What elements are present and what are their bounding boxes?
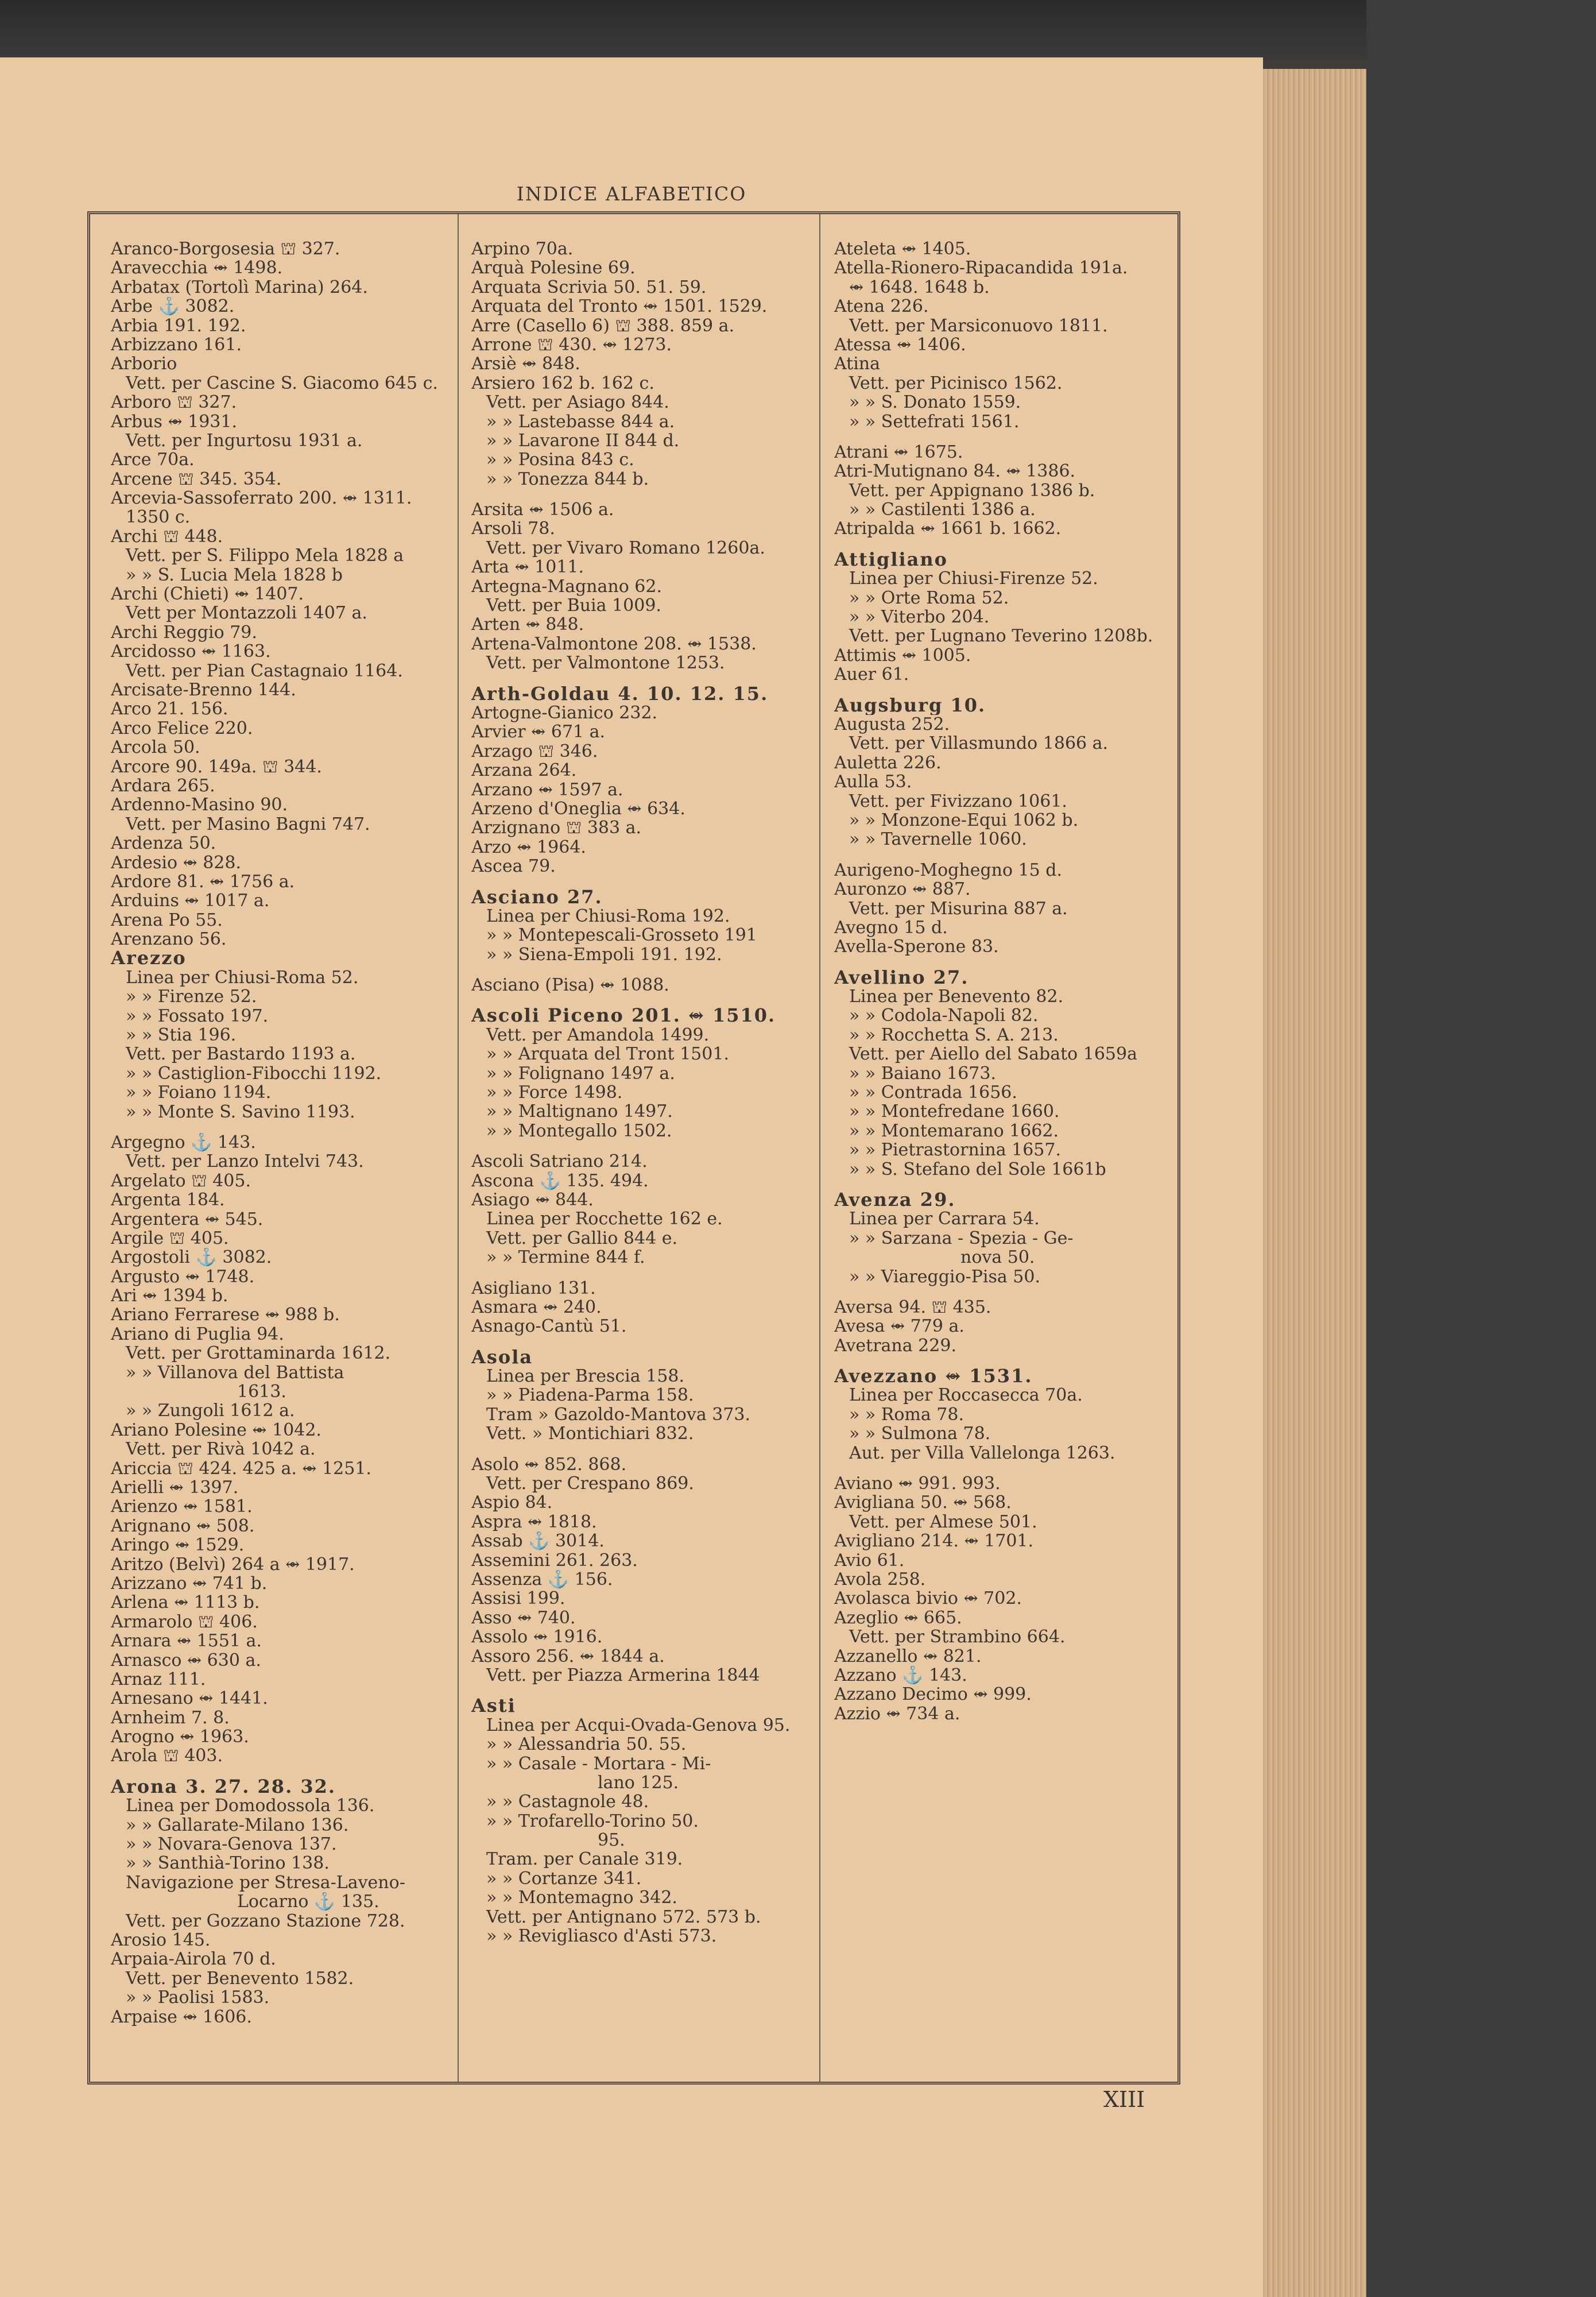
index-entry: Arosio 145. — [111, 1930, 211, 1950]
spacer — [111, 1122, 461, 1133]
index-entry: Arquata del Tronto ⥈ 1501. 1529. — [471, 297, 768, 316]
spacer — [471, 673, 822, 685]
index-heading: Asciano 27. — [471, 887, 603, 907]
index-heading: Ascoli Piceno 201. ⥈ 1510. — [471, 1006, 776, 1026]
index-entry: Arre (Casello 6) ⛫ 388. 859 a. — [471, 316, 735, 335]
spacer — [834, 957, 1184, 968]
index-entry: Avio 61. — [834, 1550, 905, 1570]
page-edges — [1263, 69, 1366, 2297]
index-heading: Arth-Goldau 4. 10. 12. 15. — [471, 684, 769, 703]
index-entry: Aversa 94. ⛫ 435. — [834, 1297, 991, 1317]
index-entry: Arpaia-Airola 70 d. — [111, 1950, 276, 1969]
index-heading: Avenza 29. — [834, 1190, 956, 1210]
index-entry: Arcene ⛫ 345. 354. — [111, 469, 282, 489]
index-entry: Vett. per Lanzo Intelvi 743. — [126, 1152, 364, 1171]
index-entry: Arzeno d'Oneglia ⥈ 634. — [471, 799, 685, 819]
spacer — [834, 1286, 1184, 1298]
index-entry: Ascona ⚓ 135. 494. — [471, 1171, 649, 1190]
index-entry: Vett. per Picinisco 1562. — [849, 373, 1063, 393]
index-entry: Assisi 199. — [471, 1589, 565, 1608]
index-entry: Assolo ⥈ 1916. — [471, 1627, 603, 1647]
index-entry: Auletta 226. — [834, 753, 942, 773]
index-entry: » » Force 1498. — [486, 1083, 623, 1103]
index-entry: Vett. per Antignano 572. 573 b. — [486, 1907, 761, 1927]
index-entry: Navigazione per Stresa-Laveno- — [126, 1873, 405, 1893]
index-entry: Asolo ⥈ 852. 868. — [471, 1455, 627, 1475]
index-entry: Arbizzano 161. — [111, 335, 242, 355]
index-entry: Ardenno-Masino 90. — [111, 795, 288, 815]
index-entry: Vett. per S. Filippo Mela 1828 a — [126, 546, 404, 566]
index-entry: Augusta 252. — [834, 714, 950, 734]
spacer — [834, 431, 1184, 443]
index-entry: Arzana 264. — [471, 761, 577, 780]
index-entry: Atrani ⥈ 1675. — [834, 442, 963, 462]
index-entry: Arizzano ⥈ 741 b. — [111, 1573, 268, 1594]
index-heading: Avellino 27. — [834, 968, 969, 988]
index-entry: Avigliano 214. ⥈ 1701. — [834, 1532, 1034, 1551]
index-entry: » » S. Donato 1559. — [849, 393, 1021, 412]
index-entry: » » Contrada 1656. — [849, 1083, 1017, 1103]
index-entry: Vett. per Asiago 844. — [486, 393, 669, 412]
index-entry: Avolasca bivio ⥈ 702. — [834, 1589, 1022, 1608]
index-entry: Vett. per Marsiconuovo 1811. — [849, 316, 1108, 335]
index-heading: Asti — [471, 1696, 516, 1716]
index-entry: Archi ⛫ 448. — [111, 527, 223, 547]
index-entry: Arenzano 56. — [111, 930, 227, 949]
index-entry: Arpino 70a. — [471, 239, 574, 259]
index-column-2 — [471, 239, 822, 1946]
index-entry: nova 50. — [960, 1248, 1035, 1267]
index-entry: » » Zungoli 1612 a. — [126, 1401, 295, 1421]
index-entry: » » Montemagno 342. — [486, 1888, 677, 1908]
index-entry: Argusto ⥈ 1748. — [111, 1267, 255, 1287]
index-entry: Ari ⥈ 1394 b. — [111, 1286, 228, 1306]
index-entry: » » Termine 844 f. — [486, 1248, 645, 1267]
index-entry: Arlena ⥈ 1113 b. — [111, 1593, 260, 1612]
index-entry: 1613. — [237, 1382, 286, 1402]
index-entry: » » Novara-Genova 137. — [126, 1835, 337, 1854]
index-entry: Asciano (Pisa) ⥈ 1088. — [471, 976, 669, 995]
index-entry: » » Cortanze 341. — [486, 1869, 642, 1889]
index-entry: Vett. per Ingurtosu 1931 a. — [126, 431, 363, 451]
spacer — [471, 1267, 822, 1279]
index-entry: » » Viareggio-Pisa 50. — [849, 1267, 1041, 1286]
index-entry: Asmara ⥈ 240. — [471, 1297, 602, 1317]
index-entry: » » Castiglion-Fibocchi 1192. — [126, 1064, 382, 1084]
index-entry: Ariccia ⛫ 424. 425 a. ⥈ 1251. — [111, 1459, 371, 1478]
index-entry: Vett. per Rivà 1042 a. — [126, 1440, 316, 1459]
index-entry: Ariano di Puglia 94. — [111, 1324, 284, 1344]
spacer — [834, 1355, 1184, 1367]
index-entry: Arvier ⥈ 671 a. — [471, 722, 606, 742]
index-entry: Ateleta ⥈ 1405. — [834, 239, 971, 259]
index-entry: » » Montepescali-Grosseto 191 — [486, 926, 757, 945]
index-entry: ⥈ 1648. 1648 b. — [849, 277, 990, 297]
index-entry: » » Paolisi 1583. — [126, 1988, 270, 2008]
index-entry: Arco Felice 220. — [111, 718, 253, 738]
running-header: INDICE ALFABETICO — [516, 183, 747, 205]
spacer — [834, 1179, 1184, 1190]
index-entry: » » Settefrati 1561. — [849, 412, 1020, 431]
index-entry: » » Arquata del Tront 1501. — [486, 1045, 729, 1064]
index-entry: Locarno ⚓ 135. — [237, 1892, 379, 1912]
index-entry: Auronzo ⥈ 887. — [834, 880, 971, 899]
index-entry: Arogno ⥈ 1963. — [111, 1727, 249, 1747]
index-entry: Arbe ⚓ 3082. — [111, 297, 235, 316]
index-entry: Assab ⚓ 3014. — [471, 1532, 605, 1551]
index-entry: Argenta 184. — [111, 1190, 225, 1210]
index-entry: Arcola 50. — [111, 738, 200, 757]
index-entry: Arta ⥈ 1011. — [471, 558, 584, 577]
index-entry: Arce 70a. — [111, 450, 195, 470]
index-entry: » » S. Stefano del Sole 1661b — [849, 1159, 1106, 1179]
index-entry: Assemini 261. 263. — [471, 1550, 638, 1570]
index-entry: Ardenza 50. — [111, 834, 216, 853]
index-entry: Vett. per Crespano 869. — [486, 1474, 694, 1494]
spacer — [834, 685, 1184, 696]
index-entry: Arpaise ⥈ 1606. — [111, 2007, 252, 2027]
index-entry: » » S. Lucia Mela 1828 b — [126, 565, 343, 585]
index-entry: Vett. per Piazza Armerina 1844 — [486, 1665, 760, 1685]
index-entry: Vett. per Bastardo 1193 a. — [126, 1045, 356, 1064]
index-column-3 — [834, 239, 1184, 1723]
index-entry: Azzio ⥈ 734 a. — [834, 1704, 960, 1724]
index-entry: Arrone ⛫ 430. ⥈ 1273. — [471, 335, 672, 355]
index-heading: Augsburg 10. — [834, 695, 986, 715]
index-entry: Arsiero 162 b. 162 c. — [471, 373, 654, 393]
index-entry: » » Maltignano 1497. — [486, 1102, 673, 1122]
index-entry: » » Gallarate-Milano 136. — [126, 1815, 349, 1835]
index-entry: Avigliana 50. ⥈ 568. — [834, 1493, 1012, 1513]
index-entry: » » Folignano 1497 a. — [486, 1064, 675, 1084]
spacer — [471, 1444, 822, 1455]
index-entry: Argelato ⛫ 405. — [111, 1171, 251, 1191]
index-entry: Asiago ⥈ 844. — [471, 1190, 594, 1210]
index-entry: » » Tavernelle 1060. — [849, 830, 1027, 849]
index-entry: Vett. per Amandola 1499. — [486, 1025, 710, 1045]
index-entry: Avola 258. — [834, 1570, 926, 1590]
index-entry: Arcidosso ⥈ 1163. — [111, 642, 271, 662]
index-heading: Avezzano ⥈ 1531. — [834, 1367, 1033, 1386]
index-entry: Artena-Valmontone 208. ⥈ 1538. — [471, 634, 757, 654]
index-entry: Linea per Domodossola 136. — [126, 1796, 375, 1816]
spacer — [471, 1336, 822, 1348]
index-entry: Atena 226. — [834, 297, 929, 316]
index-entry: » » Fossato 197. — [126, 1006, 269, 1026]
index-entry: Vett. per Gallio 844 e. — [486, 1228, 678, 1248]
spacer — [111, 1766, 461, 1777]
spacer — [834, 1463, 1184, 1474]
index-entry: » » Casale - Mortara - Mi- — [486, 1754, 711, 1773]
index-entry: » » Castilenti 1386 a. — [849, 500, 1036, 520]
index-entry: Atella-Rionero-Ripacandida 191a. — [834, 258, 1128, 278]
index-entry: Linea per Carrara 54. — [849, 1209, 1040, 1229]
index-entry: Asigliano 131. — [471, 1278, 596, 1298]
index-entry: Arboro ⛫ 327. — [111, 393, 237, 412]
index-entry: Atessa ⥈ 1406. — [834, 335, 966, 355]
index-entry: Aringo ⥈ 1529. — [111, 1536, 245, 1555]
index-entry: Arbatax (Tortolì Marina) 264. — [111, 277, 368, 297]
index-entry: Artogne-Gianico 232. — [471, 703, 658, 723]
index-entry: Arnara ⥈ 1551 a. — [111, 1631, 262, 1651]
index-heading: Asola — [471, 1347, 533, 1367]
index-entry: Asso ⥈ 740. — [471, 1608, 576, 1628]
spacer — [471, 995, 822, 1006]
index-entry: Vett. per Valmontone 1253. — [486, 653, 725, 673]
index-entry: Linea per Chiusi-Firenze 52. — [849, 569, 1098, 589]
index-entry: Vett. per Benevento 1582. — [126, 1969, 354, 1989]
index-entry: Arielli ⥈ 1397. — [111, 1478, 239, 1498]
index-entry: » » Rocchetta S. A. 213. — [849, 1025, 1059, 1045]
index-entry: Vett per Montazzoli 1407 a. — [126, 604, 367, 623]
index-entry: Aspra ⥈ 1818. — [471, 1512, 597, 1532]
index-entry: » » Revigliasco d'Asti 573. — [486, 1927, 717, 1946]
index-entry: Arzago ⛫ 346. — [471, 741, 598, 761]
index-entry: Vett. per Appignano 1386 b. — [849, 481, 1095, 501]
index-entry: Ariano Ferrarese ⥈ 988 b. — [111, 1305, 340, 1325]
index-entry: Vett. per Aiello del Sabato 1659a — [849, 1045, 1137, 1064]
index-entry: Argostoli ⚓ 3082. — [111, 1248, 272, 1267]
spacer — [471, 876, 822, 888]
index-entry: » » Montegallo 1502. — [486, 1121, 672, 1141]
index-entry: Arsita ⥈ 1506 a. — [471, 500, 614, 520]
scan-right-background — [1366, 0, 1596, 2297]
index-entry: » » Lavarone II 844 d. — [486, 431, 680, 451]
index-entry: Argentera ⥈ 545. — [111, 1209, 264, 1229]
index-entry: » » Castagnole 48. — [486, 1792, 649, 1812]
index-entry: Arbia 191. 192. — [111, 316, 246, 335]
index-entry: Avegno 15 d. — [834, 918, 948, 938]
index-entry: Arsiè ⥈ 848. — [471, 354, 580, 374]
index-entry: Arzignano ⛫ 383 a. — [471, 818, 642, 838]
index-entry: Vett. per Gozzano Stazione 728. — [126, 1911, 405, 1931]
index-entry: Armarolo ⛫ 406. — [111, 1612, 258, 1632]
index-entry: Aritzo (Belvì) 264 a ⥈ 1917. — [111, 1554, 355, 1574]
index-entry: Arborio — [111, 354, 177, 374]
index-entry: Linea per Chiusi-Roma 192. — [486, 906, 730, 926]
index-entry: Arsoli 78. — [471, 519, 555, 539]
index-entry: Aviano ⥈ 991. 993. — [834, 1474, 1001, 1494]
index-entry: » » Foiano 1194. — [126, 1083, 272, 1103]
index-entry: Linea per Brescia 158. — [486, 1367, 684, 1386]
index-entry: » » Lastebasse 844 a. — [486, 412, 675, 431]
index-entry: Ascoli Satriano 214. — [471, 1152, 648, 1171]
index-entry: Vett. per Buia 1009. — [486, 596, 661, 616]
index-entry: Ardore 81. ⥈ 1756 a. — [111, 872, 295, 892]
index-entry: » » Montefredane 1660. — [849, 1102, 1060, 1122]
index-entry: » » Baiano 1673. — [849, 1064, 996, 1084]
index-entry: » » Piadena-Parma 158. — [486, 1386, 694, 1405]
index-entry: » » Trofarello-Torino 50. — [486, 1811, 699, 1831]
index-entry: Vett. per Misurina 887 a. — [849, 899, 1068, 918]
index-entry: Archi (Chieti) ⥈ 1407. — [111, 585, 304, 604]
index-entry: Assenza ⚓ 156. — [471, 1570, 613, 1590]
index-entry: Aranco-Borgosesia ⛫ 327. — [111, 239, 340, 259]
index-entry: » » Stia 196. — [126, 1026, 237, 1045]
index-entry: » » Viterbo 204. — [849, 608, 990, 627]
index-entry: Argegno ⚓ 143. — [111, 1132, 256, 1153]
index-entry: Azeglio ⥈ 665. — [834, 1608, 962, 1628]
index-entry: Arignano ⥈ 508. — [111, 1516, 255, 1536]
index-entry: Atri-Mutignano 84. ⥈ 1386. — [834, 462, 1076, 481]
index-entry: Azzano Decimo ⥈ 999. — [834, 1685, 1032, 1704]
spacer — [834, 849, 1184, 861]
index-entry: Avetrana 229. — [834, 1336, 956, 1356]
index-entry: Arduins ⥈ 1017 a. — [111, 891, 270, 911]
index-entry: Arnheim 7. 8. — [111, 1708, 230, 1728]
index-entry: Vett. per Almese 501. — [849, 1512, 1037, 1532]
index-entry: Avesa ⥈ 779 a. — [834, 1317, 964, 1336]
spacer — [471, 1685, 822, 1696]
index-entry: » » Monzone-Equi 1062 b. — [849, 810, 1079, 830]
index-entry: Assoro 256. ⥈ 1844 a. — [471, 1646, 665, 1666]
index-entry: » » Alessandria 50. 55. — [486, 1735, 687, 1754]
index-entry: Arzano ⥈ 1597 a. — [471, 780, 623, 799]
spacer — [834, 539, 1184, 550]
index-entry: Vett. per Grottaminarda 1612. — [126, 1344, 391, 1363]
index-entry: Asnago-Cantù 51. — [471, 1317, 627, 1336]
index-entry: Arbus ⥈ 1931. — [111, 412, 238, 431]
index-entry: Ascea 79. — [471, 857, 556, 876]
index-entry: Linea per Benevento 82. — [849, 987, 1064, 1007]
index-entry: Tram » Gazoldo-Mantova 373. — [486, 1405, 751, 1425]
index-column-1 — [111, 239, 461, 2027]
index-entry: Linea per Chiusi-Roma 52. — [126, 968, 359, 988]
index-entry: » » Tonezza 844 b. — [486, 469, 649, 489]
spacer — [471, 489, 822, 500]
index-entry: Aut. per Villa Vallelonga 1263. — [849, 1443, 1115, 1463]
index-heading: Arezzo — [111, 949, 187, 968]
index-entry: Aurigeno-Moghegno 15 d. — [834, 860, 1063, 880]
index-entry: Ariano Polesine ⥈ 1042. — [111, 1420, 321, 1440]
index-entry: Avella-Sperone 83. — [834, 937, 999, 957]
index-entry: » » Roma 78. — [849, 1405, 964, 1425]
index-entry: Attimis ⥈ 1005. — [834, 645, 971, 666]
index-entry: » » Codola-Napoli 82. — [849, 1006, 1039, 1026]
index-entry: Arcevia-Sassoferrato 200. ⥈ 1311. — [111, 489, 412, 508]
index-entry: Aspio 84. — [471, 1493, 553, 1513]
index-entry: Azzano ⚓ 143. — [834, 1665, 967, 1685]
spacer — [471, 964, 822, 976]
index-entry: Linea per Acqui-Ovada-Genova 95. — [486, 1715, 791, 1735]
index-entry: Vett. per Pian Castagnaio 1164. — [126, 661, 403, 680]
index-entry: 95. — [598, 1831, 625, 1850]
index-entry: Arzo ⥈ 1964. — [471, 837, 586, 857]
index-entry: » » Santhià-Torino 138. — [126, 1854, 330, 1873]
index-entry: Azzanello ⥈ 821. — [834, 1646, 982, 1666]
index-entry: Vett. per Lugnano Teverino 1208b. — [849, 627, 1153, 646]
spacer — [471, 1140, 822, 1152]
index-entry: Linea per Rocchette 162 e. — [486, 1209, 723, 1229]
index-heading: Arona 3. 27. 28. 32. — [111, 1777, 336, 1797]
index-entry: » » Villanova del Battista — [126, 1363, 344, 1383]
index-entry: » » Posina 843 c. — [486, 450, 634, 470]
index-entry: Aulla 53. — [834, 772, 912, 792]
index-entry: Arena Po 55. — [111, 910, 223, 930]
index-entry: » » Siena-Empoli 191. 192. — [486, 945, 722, 965]
page-number: XIII — [1103, 2087, 1145, 2112]
index-entry: Ardara 265. — [111, 776, 215, 796]
index-frame — [87, 211, 1180, 2085]
index-entry: Atripalda ⥈ 1661 b. 1662. — [834, 519, 1062, 539]
index-entry: Arquata Scrivia 50. 51. 59. — [471, 277, 707, 297]
index-entry: Auer 61. — [834, 665, 909, 685]
index-entry: Artegna-Magnano 62. — [471, 577, 663, 597]
index-entry: Arcisate-Brenno 144. — [111, 680, 296, 700]
index-entry: » » Montemarano 1662. — [849, 1121, 1059, 1141]
index-entry: Vett. per Strambino 664. — [849, 1627, 1066, 1647]
index-entry: Arquà Polesine 69. — [471, 258, 636, 278]
index-entry: Arco 21. 156. — [111, 699, 228, 719]
index-entry: Arnesano ⥈ 1441. — [111, 1689, 268, 1708]
index-entry: Vett. per Fivizzano 1061. — [849, 791, 1067, 811]
index-entry: Arcore 90. 149a. ⛫ 344. — [111, 757, 322, 776]
index-entry: Argile ⛫ 405. — [111, 1228, 229, 1248]
index-entry: Vett. per Vivaro Romano 1260a. — [486, 538, 765, 558]
index-entry: Arola ⛫ 403. — [111, 1746, 223, 1766]
index-entry: » » Firenze 52. — [126, 987, 257, 1007]
index-entry: » » Pietrastornina 1657. — [849, 1140, 1061, 1160]
index-entry: » » Orte Roma 52. — [849, 588, 1009, 608]
index-entry: 1350 c. — [126, 508, 191, 527]
index-entry: Vett. per Cascine S. Giacomo 645 c. — [126, 373, 438, 393]
index-entry: Arten ⥈ 848. — [471, 615, 584, 635]
index-entry: Linea per Roccasecca 70a. — [849, 1386, 1083, 1405]
index-entry: Atina — [834, 354, 880, 374]
index-entry: Vett. » Montichiari 832. — [486, 1424, 694, 1444]
index-entry: Tram. per Canale 319. — [486, 1850, 683, 1869]
index-heading: Attigliano — [834, 550, 948, 570]
index-entry: » » Monte S. Savino 1193. — [126, 1102, 355, 1122]
index-entry: Vett. per Villasmundo 1866 a. — [849, 734, 1109, 753]
index-entry: Archi Reggio 79. — [111, 622, 257, 643]
index-entry: Ardesio ⥈ 828. — [111, 853, 242, 872]
index-entry: Aravecchia ⥈ 1498. — [111, 258, 283, 278]
index-entry: » » Sarzana - Spezia - Ge- — [849, 1228, 1074, 1248]
index-entry: Arienzo ⥈ 1581. — [111, 1497, 253, 1517]
index-entry: » » Sulmona 78. — [849, 1424, 991, 1444]
index-entry: Arnaz 111. — [111, 1669, 206, 1689]
index-entry: Arnasco ⥈ 630 a. — [111, 1650, 261, 1670]
index-entry: Vett. per Masino Bagni 747. — [126, 814, 370, 834]
index-entry: lano 125. — [598, 1773, 679, 1793]
